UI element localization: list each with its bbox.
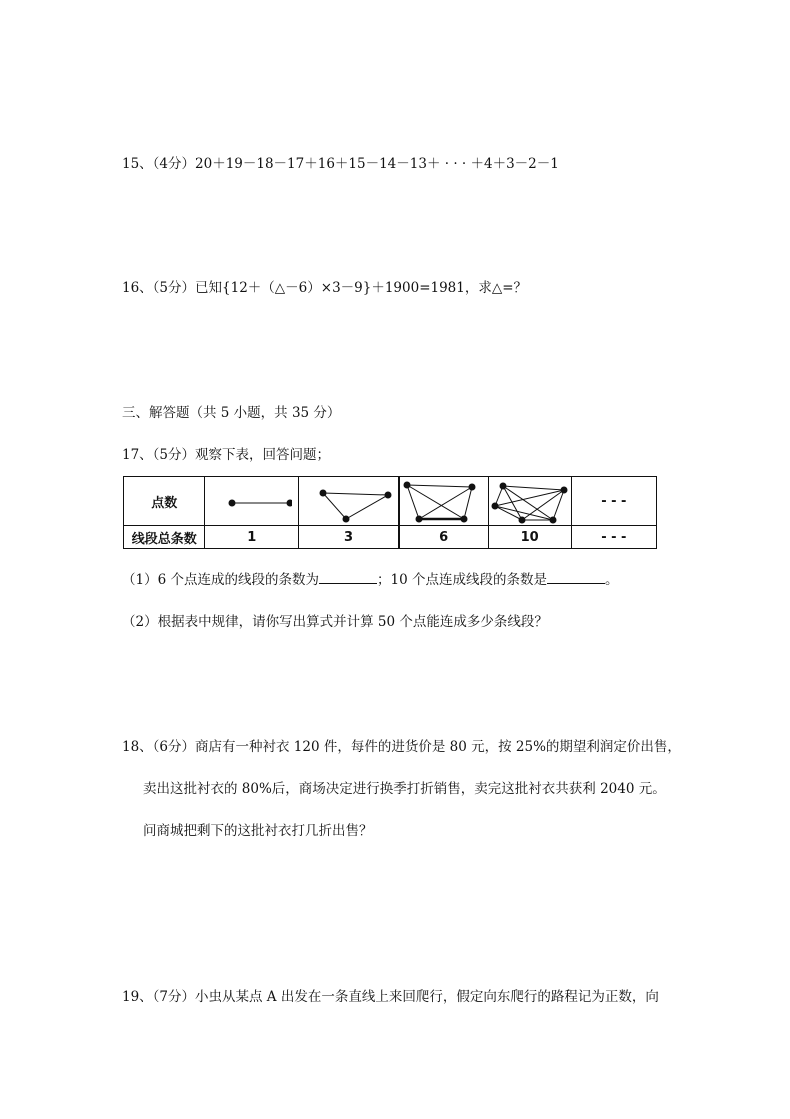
question-18-line-1: 18、（6分）商店有一种衬衣 120 件，每件的进货价是 80 元，按 25%的期望利润定价出售， <box>122 739 681 755</box>
section-3-title: 三、解答题（共 5 小题，共 35 分） <box>122 405 341 421</box>
count-ellipsis: - - - <box>571 526 656 549</box>
figure-2-points <box>205 477 299 526</box>
question-16: 16、（5分）已知{12＋（△－6）×3－9}＋1900=1981，求△=？ <box>122 280 528 296</box>
question-15: 15、（4分）20＋19－18－17＋16＋15－14－13＋ · · · ＋4＋3－2－1 <box>122 156 559 172</box>
question-17-part-2: （2）根据表中规律，请你写出算式并计算 50 个点能连成多少条线段？ <box>122 614 548 630</box>
answer-blank-6-points[interactable] <box>319 571 377 584</box>
figure-5-points <box>488 477 571 526</box>
part-1-text-a: （1）6 个点连成的线段的条数为 <box>122 572 319 588</box>
answer-blank-10-points[interactable] <box>547 571 605 584</box>
part-1-text-c: 。 <box>604 572 619 588</box>
part-1-text-b: ；10 个点连成线段的条数是 <box>376 572 547 588</box>
row-header-segments: 线段总条数 <box>124 526 205 549</box>
row-header-points: 点数 <box>124 477 205 526</box>
points-segments-table <box>123 476 657 549</box>
question-19: 19、（7分）小虫从某点 A 出发在一条直线上来回爬行，假定向东爬行的路程记为正数，向 <box>122 989 659 1005</box>
question-18-line-3: 问商城把剩下的这批衬衣打几折出售？ <box>143 823 373 839</box>
figure-3-points <box>299 477 399 526</box>
question-17-part-1 <box>122 568 618 588</box>
count-5-points: 10 <box>488 526 571 549</box>
question-18-line-2: 卖出这批衬衣的 80%后，商场决定进行换季打折销售，卖完这批衬衣共获利 2040 元。 <box>143 781 666 797</box>
figure-ellipsis: - - - <box>571 477 656 526</box>
count-3-points: 3 <box>299 526 399 549</box>
question-17-intro: 17、（5分）观察下表，回答问题； <box>122 447 331 463</box>
figure-4-points <box>399 477 489 526</box>
count-4-points: 6 <box>399 526 489 549</box>
count-2-points: 1 <box>205 526 299 549</box>
